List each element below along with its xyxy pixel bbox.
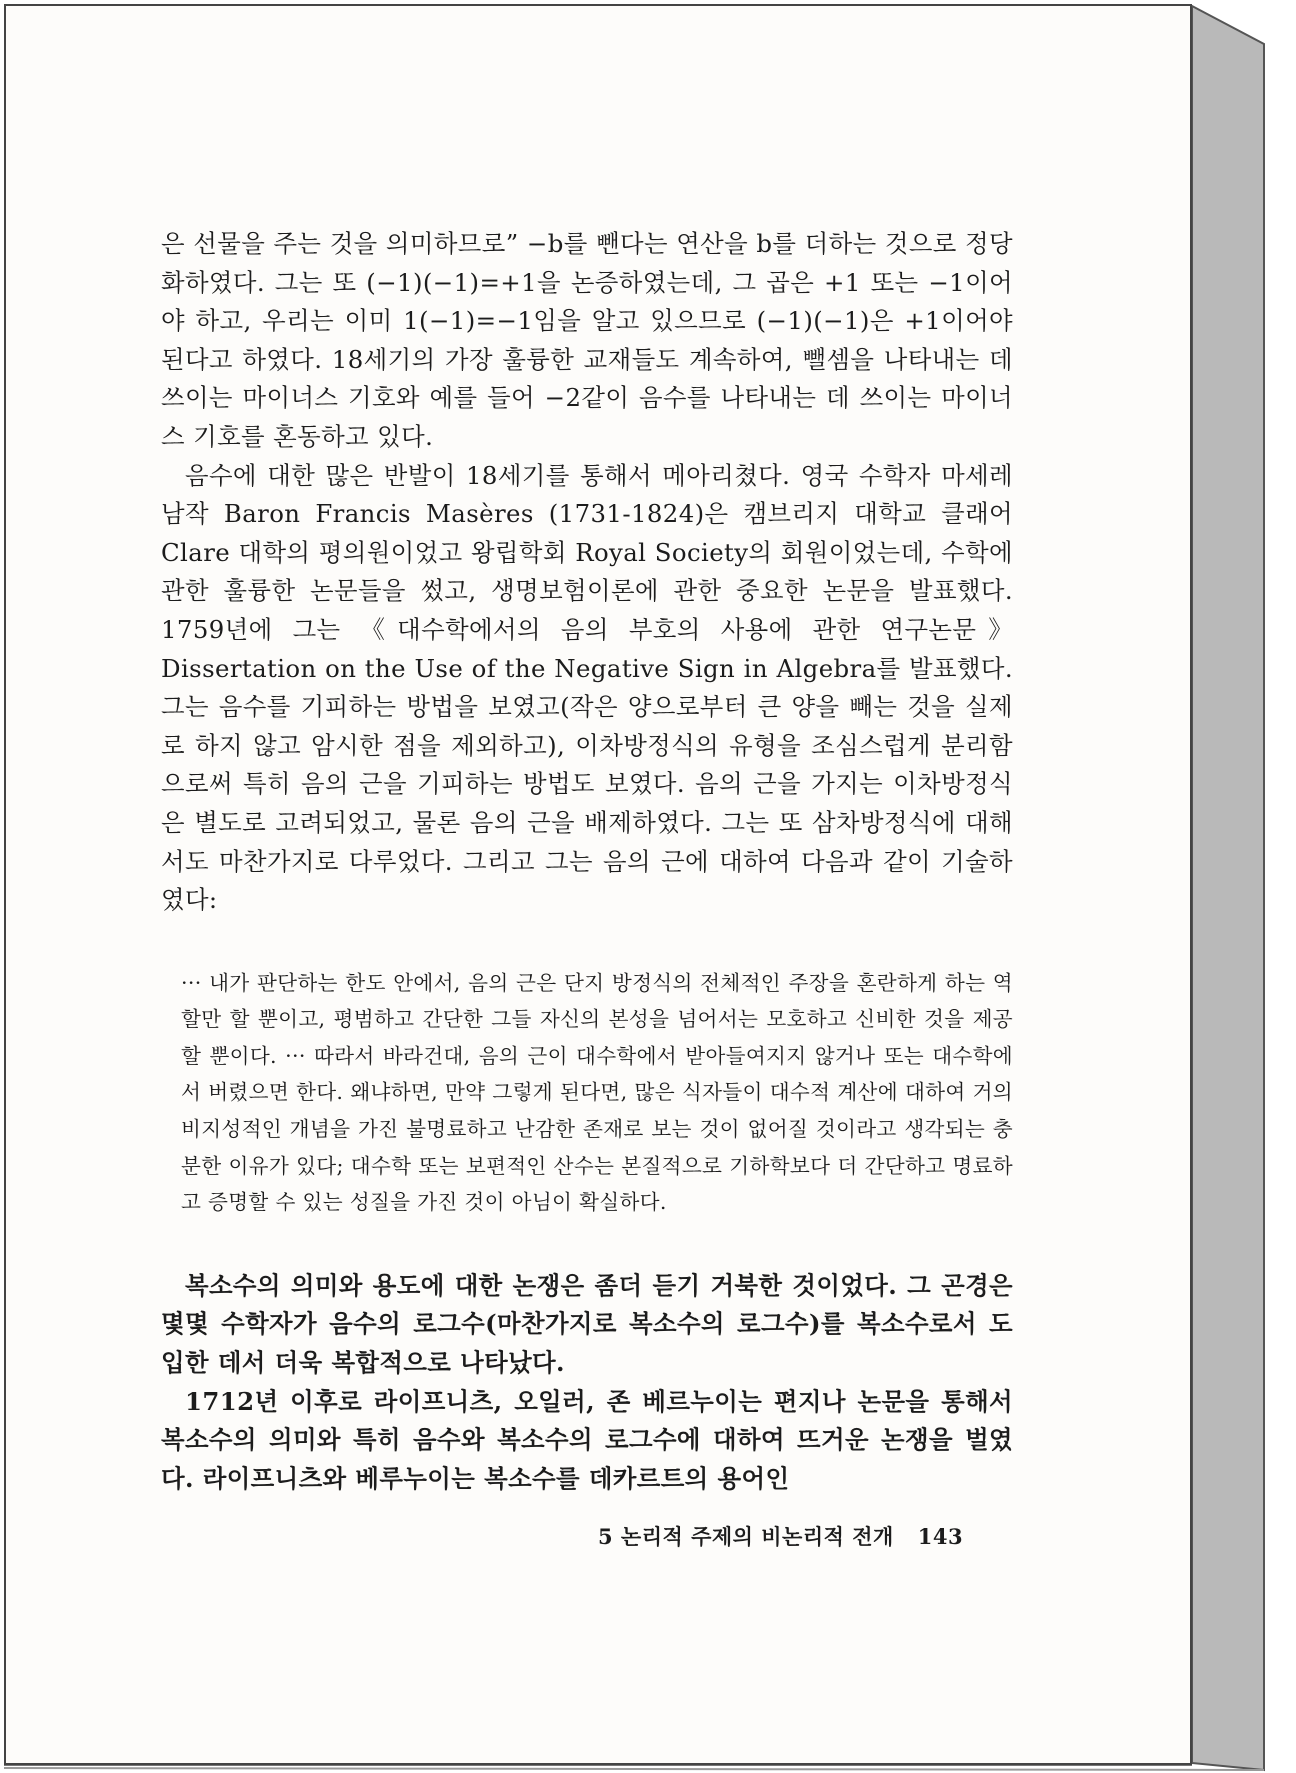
body-paragraph-3: 복소수의 의미와 용도에 대한 논쟁은 좀더 듣기 거북한 것이었다. 그 곤경은 몇몇 수학자가 음수의 로그수(마찬가지로 복소수의 로그수)를 복소수로서 도입한 데서 더욱 복합적으로 나타났다.: [161, 1270, 1013, 1378]
body-paragraph-4: 1712년 이후로 라이프니츠, 오일러, 존 베르누이는 편지나 논문을 통해서 복소수의 의미와 특히 음수와 복소수의 로그수에 대하여 뜨거운 논쟁을 벌였다. 라이프니츠와 베루누이는 복소수를 데카르트의 용어인: [161, 1386, 1013, 1493]
page-number: 143: [917, 1524, 964, 1549]
page-body: [161, 225, 1013, 1498]
body-paragraph-1: 은 선물을 주는 것을 의미하므로” −b를 뺀다는 연산을 b를 더하는 것으로 정당화하였다. 그는 또 (−1)(−1)=+1을 논증하였는데, 그 곱은 +1 또는 −1이어야 하고, 우리는 이미 1(−1)=−1임을 알고 있으므로 (−1)(−1)은 +1이어야 된다고 하였다. 18세기의 가장 훌륭한 교재들도 계속하여, 뺄셈을 나타내는 데 쓰이는 마이너스 기호와 예를 들어 −2같이 음수를 나타내는 데 쓰이는 마이너스 기호를 혼동하고 있다.: [161, 229, 1013, 451]
page-footer: [598, 1521, 998, 1551]
running-head: 5 논리적 주제의 비논리적 전개: [598, 1524, 894, 1549]
block-quote: ··· 내가 판단하는 한도 안에서, 음의 근은 단지 방정식의 전체적인 주장을 혼란하게 하는 역할만 할 뿐이고, 평범하고 간단한 그들 자신의 본성을 넘어서는 모호하고 신비한 것을 제공할 뿐이다. ··· 따라서 바라건대, 음의 근이 대수학에서 받아들여지지 않거나 또는 대수학에서 버렸으면 한다. 왜냐하면, 만약 그렇게 된다면, 많은 식자들이 대수적 계산에 대하여 거의 비지성적인 개념을 가진 불명료하고 난감한 존재로 보는 것이 없어질 것이라고 생각되는 충분한 이유가 있다; 대수학 또는 보편적인 산수는 본질적으로 기하학보다 더 간단하고 명료하고 증명할 수 있는 성질을 가진 것이 아님이 확실하다.: [181, 970, 1013, 1215]
body-paragraph-2: 음수에 대한 많은 반발이 18세기를 통해서 메아리쳤다. 영국 수학자 마세레 남작 Baron Francis Masères (1731-1824)은 캠브리지 대학교 클래어 Clare 대학의 평의원이었고 왕립학회 Royal Society의 회원이었는데, 수학에 관한 훌륭한 논문들을 썼고, 생명보험이론에 관한 중요한 논문을 발표했다. 1759년에 그는 《대수학에서의 음의 부호의 사용에 관한 연구논문》 Dissertation on the Use of the Negative Sign in Algebra를 발표했다. 그는 음수를 기피하는 방법을 보였고(작은 양으로부터 큰 양을 빼는 것을 실제로 하지 않고 암시한 점을 제외하고), 이차방정식의 유형을 조심스럽게 분리함으로써 특히 음의 근을 기피하는 방법도 보였다. 음의 근을 가지는 이차방정식은 별도로 고려되었고, 물론 음의 근을 배제하였다. 그는 또 삼차방정식에 대해서도 마찬가지로 다루었다. 그리고 그는 음의 근에 대하여 다음과 같이 기술하였다:: [161, 460, 1013, 915]
